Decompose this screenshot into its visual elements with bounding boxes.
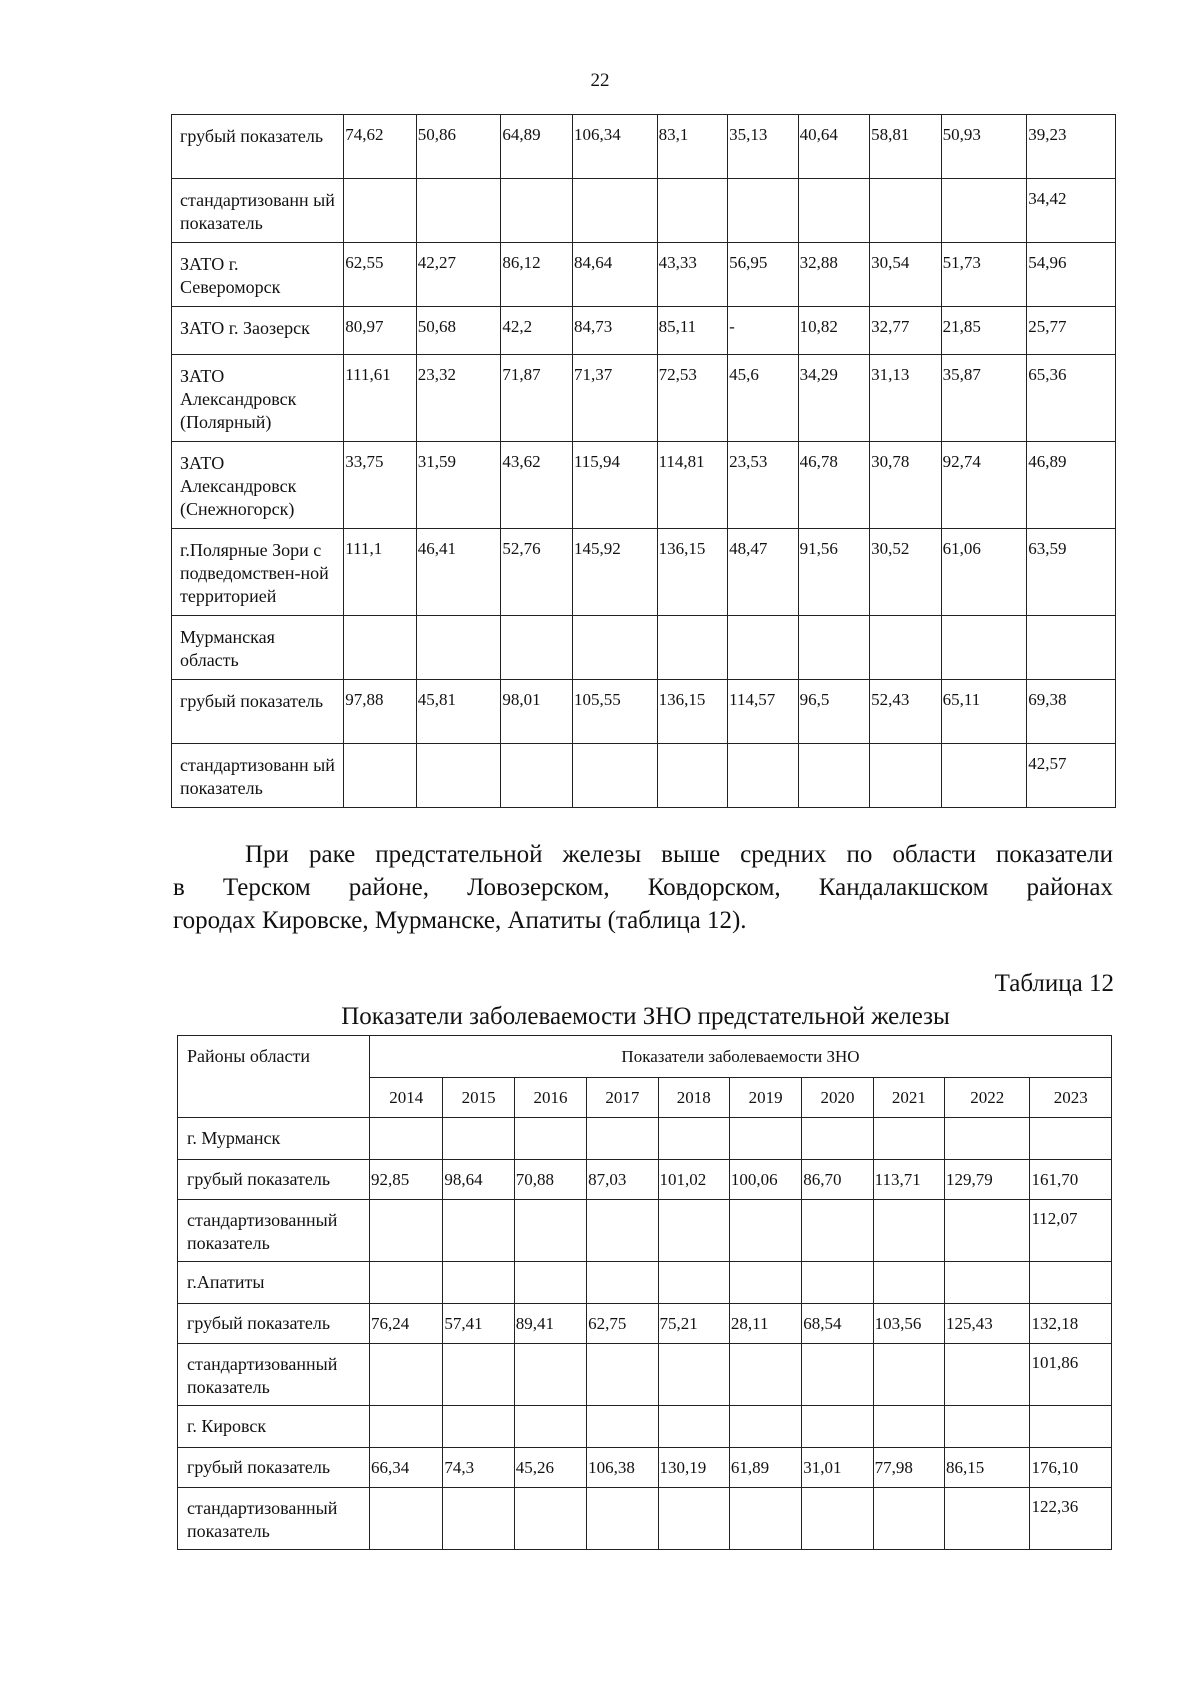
body-paragraph: [173, 838, 1113, 937]
value-cell: 87,03: [587, 1160, 658, 1200]
value-cell: [873, 1118, 944, 1160]
table-row: [178, 1304, 1112, 1344]
value-cell: [657, 616, 728, 680]
paragraph-line: в Терском районе, Ловозерском, Ковдорском, Кандалакшском районах: [173, 874, 1113, 901]
value-cell: [870, 179, 942, 243]
value-cell: 103,56: [873, 1304, 944, 1344]
row-label: грубый показатель: [178, 1448, 370, 1488]
value-cell: [729, 1406, 801, 1448]
value-cell: 30,78: [870, 442, 942, 529]
value-cell: [945, 1200, 1030, 1262]
value-cell: 35,13: [728, 115, 799, 179]
table-row: [178, 1488, 1112, 1550]
value-cell: 72,53: [657, 355, 728, 442]
table-row: [172, 442, 1116, 529]
value-cell: 125,43: [945, 1304, 1030, 1344]
table-row: [172, 179, 1116, 243]
row-label: стандартизованный показатель: [178, 1344, 370, 1406]
value-cell: [658, 1262, 729, 1304]
value-cell: [443, 1118, 514, 1160]
value-cell: 40,64: [798, 115, 870, 179]
year-header: 2016: [514, 1078, 586, 1118]
table-row: [178, 1200, 1112, 1262]
value-cell: 76,24: [370, 1304, 443, 1344]
value-cell: [587, 1406, 658, 1448]
value-cell: [587, 1344, 658, 1406]
value-cell: 136,15: [657, 529, 728, 616]
value-cell: 112,07: [1030, 1200, 1112, 1262]
table-row: [172, 529, 1116, 616]
value-cell: 61,89: [729, 1448, 801, 1488]
value-cell: 101,02: [658, 1160, 729, 1200]
value-cell: 50,86: [416, 115, 501, 179]
row-label: г.Полярные Зори с подведомствен-ной территорией: [172, 529, 344, 616]
value-cell: 74,3: [443, 1448, 514, 1488]
column-group-header: Показатели заболеваемости ЗНО: [370, 1036, 1112, 1078]
value-cell: [370, 1488, 443, 1550]
year-header: 2020: [802, 1078, 873, 1118]
value-cell: [802, 1118, 873, 1160]
value-cell: 74,62: [344, 115, 417, 179]
value-cell: 96,5: [798, 680, 870, 744]
value-cell: [1027, 616, 1116, 680]
value-cell: 50,68: [416, 307, 501, 355]
value-cell: [729, 1488, 801, 1550]
value-cell: 32,77: [870, 307, 942, 355]
value-cell: 98,64: [443, 1160, 514, 1200]
value-cell: [802, 1488, 873, 1550]
value-cell: [1030, 1118, 1112, 1160]
value-cell: [501, 616, 573, 680]
value-cell: [798, 744, 870, 808]
value-cell: 46,89: [1027, 442, 1116, 529]
value-cell: 69,38: [1027, 680, 1116, 744]
value-cell: 130,19: [658, 1448, 729, 1488]
row-label: ЗАТО г. Североморск: [172, 243, 344, 307]
year-header: 2022: [945, 1078, 1030, 1118]
row-label: грубый показатель: [178, 1304, 370, 1344]
table-number: Таблица 12: [994, 970, 1114, 997]
value-cell: [802, 1200, 873, 1262]
value-cell: [416, 179, 501, 243]
value-cell: [1030, 1406, 1112, 1448]
value-cell: [798, 616, 870, 680]
value-cell: [443, 1344, 514, 1406]
value-cell: 71,37: [572, 355, 657, 442]
row-label: г. Кировск: [178, 1406, 370, 1448]
value-cell: 58,81: [870, 115, 942, 179]
value-cell: [728, 744, 799, 808]
year-header: 2019: [729, 1078, 801, 1118]
value-cell: -: [728, 307, 799, 355]
value-cell: 80,97: [344, 307, 417, 355]
value-cell: [945, 1406, 1030, 1448]
value-cell: 71,87: [501, 355, 573, 442]
value-cell: [873, 1406, 944, 1448]
row-label: ЗАТО Александровск (Полярный): [172, 355, 344, 442]
value-cell: 34,42: [1027, 179, 1116, 243]
value-cell: 34,29: [798, 355, 870, 442]
value-cell: 70,88: [514, 1160, 586, 1200]
value-cell: 122,36: [1030, 1488, 1112, 1550]
row-label: стандартизованн ый показатель: [172, 179, 344, 243]
value-cell: 66,34: [370, 1448, 443, 1488]
row-label: г. Мурманск: [178, 1118, 370, 1160]
value-cell: [873, 1262, 944, 1304]
row-label: ЗАТО Александровск (Снежногорск): [172, 442, 344, 529]
value-cell: 89,41: [514, 1304, 586, 1344]
row-label: стандартизованн ый показатель: [172, 744, 344, 808]
value-cell: 52,76: [501, 529, 573, 616]
row-label: стандартизованный показатель: [178, 1488, 370, 1550]
value-cell: 65,36: [1027, 355, 1116, 442]
year-header: 2017: [587, 1078, 658, 1118]
value-cell: 113,71: [873, 1160, 944, 1200]
value-cell: [587, 1488, 658, 1550]
table-row: [172, 680, 1116, 744]
prostate-incidence-table: [177, 1035, 1112, 1550]
value-cell: [514, 1200, 586, 1262]
value-cell: [587, 1118, 658, 1160]
year-header: 2014: [370, 1078, 443, 1118]
row-label: грубый показатель: [172, 680, 344, 744]
value-cell: 84,64: [572, 243, 657, 307]
row-label: ЗАТО г. Заозерск: [172, 307, 344, 355]
value-cell: 57,41: [443, 1304, 514, 1344]
value-cell: [728, 179, 799, 243]
value-cell: [658, 1118, 729, 1160]
table-row: [172, 744, 1116, 808]
value-cell: [802, 1344, 873, 1406]
value-cell: [514, 1488, 586, 1550]
value-cell: 30,52: [870, 529, 942, 616]
value-cell: [658, 1488, 729, 1550]
value-cell: 106,38: [587, 1448, 658, 1488]
value-cell: [802, 1262, 873, 1304]
value-cell: [443, 1262, 514, 1304]
value-cell: 106,34: [572, 115, 657, 179]
table-row: [172, 307, 1116, 355]
value-cell: [370, 1118, 443, 1160]
value-cell: [443, 1406, 514, 1448]
table-row: [178, 1262, 1112, 1304]
value-cell: 50,93: [941, 115, 1027, 179]
value-cell: [344, 179, 417, 243]
value-cell: [873, 1200, 944, 1262]
value-cell: 45,81: [416, 680, 501, 744]
value-cell: 31,59: [416, 442, 501, 529]
row-label: Мурманская область: [172, 616, 344, 680]
value-cell: [873, 1488, 944, 1550]
value-cell: 77,98: [873, 1448, 944, 1488]
value-cell: 91,56: [798, 529, 870, 616]
value-cell: [729, 1344, 801, 1406]
value-cell: 43,33: [657, 243, 728, 307]
value-cell: [728, 616, 799, 680]
value-cell: [941, 179, 1027, 243]
table-row: [172, 243, 1116, 307]
value-cell: 25,77: [1027, 307, 1116, 355]
value-cell: 54,96: [1027, 243, 1116, 307]
value-cell: 31,01: [802, 1448, 873, 1488]
table-row: [178, 1344, 1112, 1406]
value-cell: 56,95: [728, 243, 799, 307]
value-cell: 28,11: [729, 1304, 801, 1344]
paragraph-line: При раке предстательной железы выше средних по области показатели: [245, 841, 1113, 868]
value-cell: 97,88: [344, 680, 417, 744]
value-cell: [370, 1262, 443, 1304]
value-cell: 114,57: [728, 680, 799, 744]
value-cell: 23,32: [416, 355, 501, 442]
value-cell: 115,94: [572, 442, 657, 529]
value-cell: [501, 744, 573, 808]
value-cell: [370, 1200, 443, 1262]
value-cell: 42,27: [416, 243, 501, 307]
value-cell: 35,87: [941, 355, 1027, 442]
value-cell: 64,89: [501, 115, 573, 179]
value-cell: 62,55: [344, 243, 417, 307]
value-cell: 86,12: [501, 243, 573, 307]
value-cell: 68,54: [802, 1304, 873, 1344]
page-number: 22: [590, 70, 610, 91]
value-cell: 23,53: [728, 442, 799, 529]
value-cell: 129,79: [945, 1160, 1030, 1200]
table-row: [172, 355, 1116, 442]
value-cell: [798, 179, 870, 243]
table-row: [172, 115, 1116, 179]
value-cell: 45,26: [514, 1448, 586, 1488]
value-cell: [514, 1118, 586, 1160]
value-cell: 61,06: [941, 529, 1027, 616]
value-cell: 31,13: [870, 355, 942, 442]
value-cell: [443, 1488, 514, 1550]
value-cell: 46,41: [416, 529, 501, 616]
value-cell: [658, 1344, 729, 1406]
value-cell: 145,92: [572, 529, 657, 616]
table-row: [178, 1160, 1112, 1200]
value-cell: 48,47: [728, 529, 799, 616]
value-cell: 42,2: [501, 307, 573, 355]
value-cell: 161,70: [1030, 1160, 1112, 1200]
value-cell: [941, 616, 1027, 680]
value-cell: 63,59: [1027, 529, 1116, 616]
value-cell: 136,15: [657, 680, 728, 744]
value-cell: [657, 179, 728, 243]
value-cell: [572, 179, 657, 243]
row-label: стандартизованный показатель: [178, 1200, 370, 1262]
value-cell: [1030, 1262, 1112, 1304]
year-header: 2018: [658, 1078, 729, 1118]
value-cell: 83,1: [657, 115, 728, 179]
value-cell: 100,06: [729, 1160, 801, 1200]
value-cell: [945, 1262, 1030, 1304]
value-cell: 98,01: [501, 680, 573, 744]
value-cell: [370, 1344, 443, 1406]
table-row: [172, 616, 1116, 680]
incidence-table-continued: [171, 114, 1116, 808]
value-cell: [443, 1200, 514, 1262]
row-label: грубый показатель: [178, 1160, 370, 1200]
value-cell: [514, 1262, 586, 1304]
value-cell: [729, 1262, 801, 1304]
value-cell: [416, 744, 501, 808]
value-cell: 21,85: [941, 307, 1027, 355]
value-cell: [370, 1406, 443, 1448]
table-row: [178, 1406, 1112, 1448]
value-cell: [514, 1344, 586, 1406]
value-cell: 52,43: [870, 680, 942, 744]
value-cell: 86,15: [945, 1448, 1030, 1488]
value-cell: 111,1: [344, 529, 417, 616]
value-cell: [870, 616, 942, 680]
value-cell: 85,11: [657, 307, 728, 355]
value-cell: 132,18: [1030, 1304, 1112, 1344]
value-cell: 10,82: [798, 307, 870, 355]
year-header: 2015: [443, 1078, 514, 1118]
row-label: грубый показатель: [172, 115, 344, 179]
value-cell: 43,62: [501, 442, 573, 529]
value-cell: [658, 1200, 729, 1262]
value-cell: 101,86: [1030, 1344, 1112, 1406]
value-cell: 62,75: [587, 1304, 658, 1344]
value-cell: 92,74: [941, 442, 1027, 529]
value-cell: 105,55: [572, 680, 657, 744]
value-cell: [572, 616, 657, 680]
value-cell: [657, 744, 728, 808]
row-label: г.Апатиты: [178, 1262, 370, 1304]
value-cell: 32,88: [798, 243, 870, 307]
value-cell: [587, 1200, 658, 1262]
value-cell: [802, 1406, 873, 1448]
value-cell: 33,75: [344, 442, 417, 529]
value-cell: 30,54: [870, 243, 942, 307]
value-cell: 39,23: [1027, 115, 1116, 179]
year-header: 2021: [873, 1078, 944, 1118]
year-header: 2023: [1030, 1078, 1112, 1118]
value-cell: [658, 1406, 729, 1448]
value-cell: 114,81: [657, 442, 728, 529]
value-cell: 42,57: [1027, 744, 1116, 808]
value-cell: [572, 744, 657, 808]
value-cell: [945, 1344, 1030, 1406]
value-cell: 84,73: [572, 307, 657, 355]
table-title: Показатели заболеваемости ЗНО предстательной железы: [341, 1003, 950, 1030]
value-cell: [344, 616, 417, 680]
value-cell: [729, 1118, 801, 1160]
value-cell: 46,78: [798, 442, 870, 529]
value-cell: [945, 1488, 1030, 1550]
table-row: [178, 1118, 1112, 1160]
value-cell: 45,6: [728, 355, 799, 442]
paragraph-line: городах Кировске, Мурманске, Апатиты (таблица 12).: [173, 907, 747, 934]
value-cell: [514, 1406, 586, 1448]
value-cell: 75,21: [658, 1304, 729, 1344]
value-cell: [344, 744, 417, 808]
value-cell: 176,10: [1030, 1448, 1112, 1488]
value-cell: 86,70: [802, 1160, 873, 1200]
value-cell: [416, 616, 501, 680]
value-cell: 92,85: [370, 1160, 443, 1200]
value-cell: 65,11: [941, 680, 1027, 744]
value-cell: [941, 744, 1027, 808]
value-cell: 51,73: [941, 243, 1027, 307]
value-cell: [729, 1200, 801, 1262]
table-row: [178, 1448, 1112, 1488]
value-cell: 111,61: [344, 355, 417, 442]
value-cell: [945, 1118, 1030, 1160]
value-cell: [870, 744, 942, 808]
value-cell: [501, 179, 573, 243]
column-header-regions: Районы области: [178, 1036, 370, 1118]
value-cell: [587, 1262, 658, 1304]
value-cell: [873, 1344, 944, 1406]
